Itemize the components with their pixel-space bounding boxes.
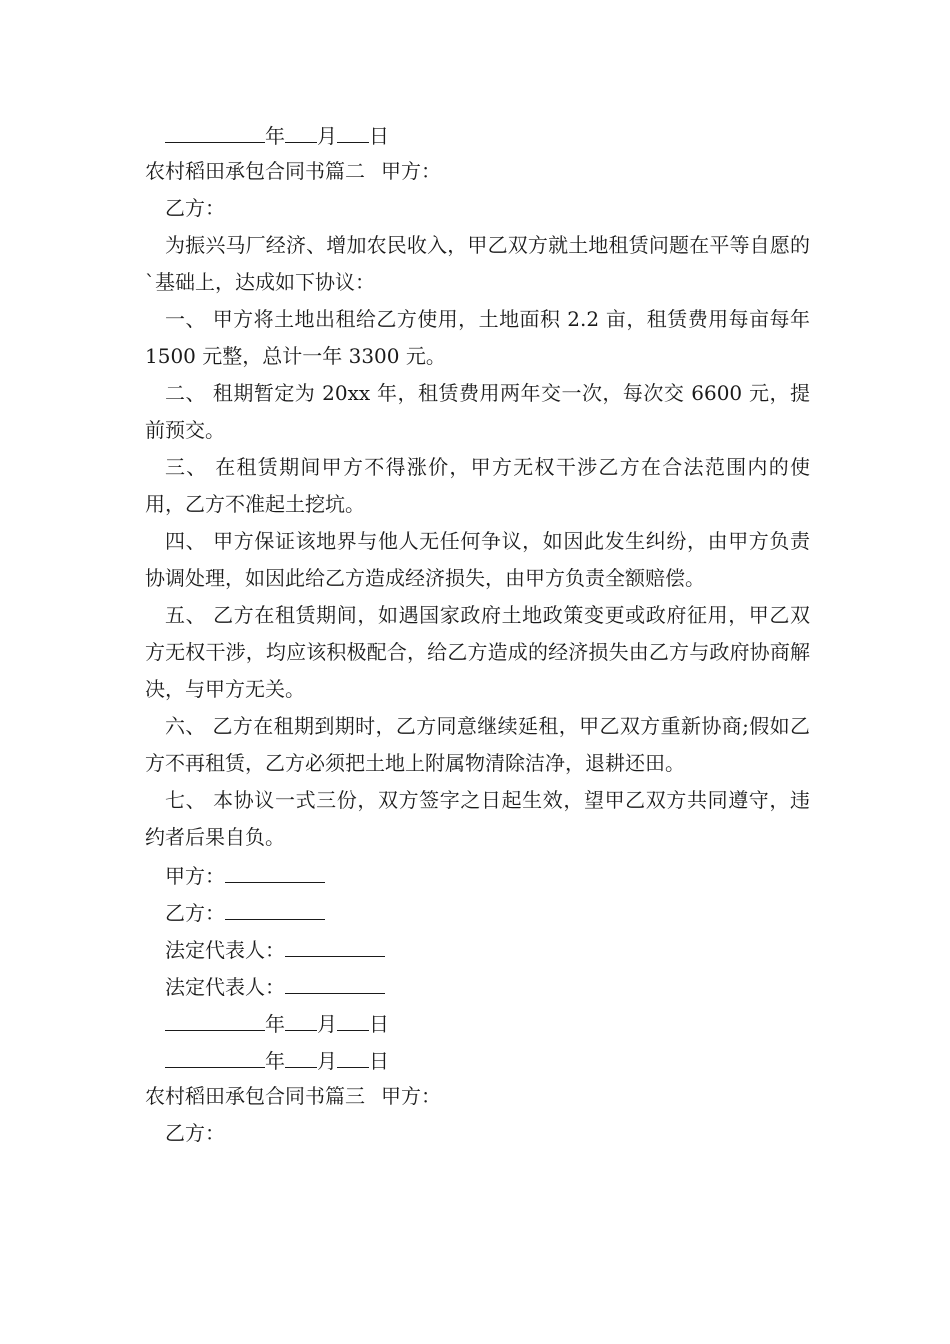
day-label: 日 xyxy=(369,1049,389,1073)
clause-2: 二、 租期暂定为 20xx 年，租赁费用两年交一次，每次交 6600 元，提前预交。 xyxy=(145,381,810,442)
day-blank xyxy=(337,1041,369,1068)
party-a-label: 甲方： xyxy=(381,159,441,183)
month-blank xyxy=(285,116,317,143)
month-label: 月 xyxy=(317,1049,337,1073)
party-b-label: 乙方： xyxy=(165,1121,225,1145)
year-blank xyxy=(165,1004,265,1031)
clause-7: 七、 本协议一式三份，双方签字之日起生效，望甲乙双方共同遵守，违约者后果自负。 xyxy=(145,788,810,849)
document-page xyxy=(145,116,810,1152)
date-line xyxy=(145,1004,810,1041)
month-label: 月 xyxy=(317,124,337,148)
year-label: 年 xyxy=(265,1012,285,1036)
year-label: 年 xyxy=(265,124,285,148)
day-label: 日 xyxy=(369,1012,389,1036)
sign-party-b-label: 乙方： xyxy=(165,901,225,925)
date-line xyxy=(145,1041,810,1078)
intro-paragraph: 为振兴马厂经济、增加农民收入，甲乙双方就土地租赁问题在平等自愿的`基础上，达成如下协议： xyxy=(145,233,810,294)
signature-blank xyxy=(285,930,385,957)
legal-rep-label: 法定代表人： xyxy=(165,938,285,962)
sign-party-a-label: 甲方： xyxy=(165,864,225,888)
party-b-line xyxy=(145,190,810,227)
day-label: 日 xyxy=(369,124,389,148)
party-b-line xyxy=(145,1115,810,1152)
signature-blank xyxy=(225,893,325,920)
signature-blank xyxy=(225,856,325,883)
clause-1: 一、 甲方将土地出租给乙方使用，土地面积 2.2 亩，租赁费用每亩每年 1500 元整，总计一年 3300 元。 xyxy=(145,307,810,368)
sign-party-a-line xyxy=(145,856,810,893)
sign-party-b-line xyxy=(145,893,810,930)
month-label: 月 xyxy=(317,1012,337,1036)
month-blank xyxy=(285,1004,317,1031)
year-blank xyxy=(165,1041,265,1068)
clause-4: 四、 甲方保证该地界与他人无任何争议，如因此发生纠纷，由甲方负责协调处理，如因此给乙方造成经济损失，由甲方负责全额赔偿。 xyxy=(145,529,810,590)
day-blank xyxy=(337,1004,369,1031)
legal-rep-line-1 xyxy=(145,930,810,967)
section-title: 农村稻田承包合同书篇三 xyxy=(145,1084,365,1108)
section-heading xyxy=(145,1078,810,1115)
party-a-label: 甲方： xyxy=(381,1084,441,1108)
section-heading xyxy=(145,153,810,190)
party-b-label: 乙方： xyxy=(165,196,225,220)
date-line xyxy=(145,116,810,153)
month-blank xyxy=(285,1041,317,1068)
clause-6: 六、 乙方在租期到期时，乙方同意继续延租，甲乙双方重新协商;假如乙方不再租赁，乙方必须把土地上附属物清除洁净，退耕还田。 xyxy=(145,714,810,775)
legal-rep-line-2 xyxy=(145,967,810,1004)
legal-rep-label: 法定代表人： xyxy=(165,975,285,999)
day-blank xyxy=(337,116,369,143)
clause-3: 三、 在租赁期间甲方不得涨价，甲方无权干涉乙方在合法范围内的使用，乙方不准起土挖坑。 xyxy=(145,455,810,516)
year-blank xyxy=(165,116,265,143)
clause-5: 五、 乙方在租赁期间，如遇国家政府土地政策变更或政府征用，甲乙双方无权干涉，均应该积极配合，给乙方造成的经济损失由乙方与政府协商解决，与甲方无关。 xyxy=(145,603,810,701)
signature-blank xyxy=(285,967,385,994)
section-title: 农村稻田承包合同书篇二 xyxy=(145,159,365,183)
year-label: 年 xyxy=(265,1049,285,1073)
